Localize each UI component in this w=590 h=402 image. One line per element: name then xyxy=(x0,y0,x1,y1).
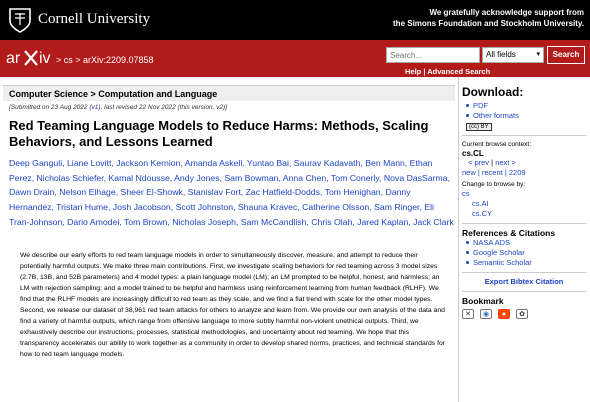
browse-cs-link[interactable]: cs xyxy=(462,189,470,198)
semantic-scholar-link[interactable] xyxy=(462,258,586,268)
cornell-seal-icon[interactable] xyxy=(8,7,32,33)
other-formats-label[interactable]: Other formats xyxy=(473,111,519,120)
reddit-icon[interactable]: ● xyxy=(498,309,510,319)
bookmark-heading: Bookmark xyxy=(462,296,504,306)
separator: | xyxy=(491,158,494,167)
abstract: We describe our early efforts to red team language models in order to simultaneously discover, measure, and attempt to reduce their potentially harmful outputs. We make three main contributions. First, we investigate scaling behaviors for red teaming across 3 model sizes (2.7B, 13B, and 52B parameters) and 4 model types: a plain language model (LM); an LM prompted to be helpful, honest, and harmless; an LM with rejection sampling; and a model trained to be helpful and harmless using reinforcement learning from human feedback (RLHF). We find that the RLHF models are increasingly difficult to red team as they scale, and we find a flat trend with scale for the other model types. Second, we release our dataset of 38,961 red team attacks for others to analyze and learn from. We provide our own analysis of the data and find a variety of harmful outputs, which range from offensive language to more subtly harmful non-violent unethical outputs. Third, we exhaustively describe our instructions, processes, statistical methodologies, and uncertainty about red teaming. We hope that this transparency accelerates our ability to work together as a community in order to develop shared norms, practices, and technical standards for how to red team language models. xyxy=(20,252,446,358)
cornell-header xyxy=(0,0,590,40)
browse-cscy-link[interactable]: cs.CY xyxy=(472,209,493,218)
pdf-link[interactable] xyxy=(462,101,586,111)
field-select[interactable] xyxy=(482,47,544,63)
mendeley-icon[interactable]: ◉ xyxy=(480,309,492,319)
divider xyxy=(462,272,586,273)
bibsonomy-icon[interactable]: ✕ xyxy=(462,309,474,319)
breadcrumb-text[interactable]: > cs > arXiv:2209.07858 xyxy=(56,55,154,65)
svg-text:ar: ar xyxy=(6,50,21,67)
arxiv-nav-bar xyxy=(0,40,590,77)
paper-title: Red Teaming Language Models to Reduce Harms: Methods, Scaling Behaviors, and Lessons Learned xyxy=(9,118,429,149)
ack-line1: We gratefully acknowledge support from xyxy=(429,8,584,17)
cc-license-badge[interactable]: (cc) BY xyxy=(466,123,492,131)
svg-text:iv: iv xyxy=(39,50,51,67)
divider xyxy=(462,291,586,292)
bullet-icon xyxy=(466,104,469,107)
divider xyxy=(462,223,586,224)
search-button[interactable]: Search xyxy=(547,46,585,64)
submitted-rest: ), last revised 22 Nov 2022 (this version, v2)] xyxy=(98,104,228,111)
bullet-icon xyxy=(466,261,469,264)
arxiv-logo-icon[interactable] xyxy=(6,48,58,68)
browse-context-label: Current browse context: xyxy=(462,141,532,148)
submission-history xyxy=(9,104,227,111)
prev-next-links xyxy=(462,158,586,168)
version-v1-link[interactable]: v1 xyxy=(91,104,99,111)
help-advanced-links[interactable]: Help | Advanced Search xyxy=(405,67,491,76)
breadcrumb[interactable] xyxy=(56,55,154,65)
other-formats-link[interactable] xyxy=(462,111,586,121)
submitted-text: [Submitted on 23 Aug 2022 ( xyxy=(9,104,92,111)
references-heading: References & Citations xyxy=(462,228,556,238)
new-link[interactable]: new xyxy=(462,168,476,177)
subject-breadcrumb: Computer Science > Computation and Language xyxy=(3,85,455,101)
ack-line2: the Simons Foundation and Stockholm University. xyxy=(393,19,584,28)
browse-csai-link[interactable]: cs.AI xyxy=(472,199,489,208)
google-label[interactable]: Google Scholar xyxy=(473,248,525,257)
google-scholar-link[interactable] xyxy=(462,248,586,258)
download-heading: Download: xyxy=(462,85,524,99)
bullet-icon xyxy=(466,114,469,117)
field-select-value: All fields xyxy=(486,50,516,59)
nasa-label[interactable]: NASA ADS xyxy=(473,238,511,247)
bookmark-icons xyxy=(462,309,586,319)
nasa-ads-link[interactable] xyxy=(462,238,586,248)
cornell-name[interactable]: Cornell University xyxy=(38,11,151,27)
semantic-label[interactable]: Semantic Scholar xyxy=(473,258,532,267)
pdf-label[interactable]: PDF xyxy=(473,101,488,110)
recent-link[interactable]: recent xyxy=(481,168,503,177)
browse-context-value: cs.CL xyxy=(462,149,484,158)
search-input[interactable] xyxy=(386,47,480,63)
sciencewise-icon[interactable]: ✿ xyxy=(516,309,528,319)
acknowledgement xyxy=(393,7,584,29)
next-link[interactable]: next > xyxy=(495,158,516,167)
export-bibtex-link[interactable]: Export Bibtex Citation xyxy=(484,277,564,286)
change-browse-label: Change to browse by: xyxy=(462,181,526,188)
chevron-down-icon: ▾ xyxy=(536,51,540,58)
new-recent-links: new | recent | 2209 xyxy=(462,168,526,177)
author-list[interactable]: Deep Ganguli, Liane Lovitt, Jackson Kernion, Amanda Askell, Yuntao Bai, Saurav Kadavath, Ben Mann, Ethan Perez, Nicholas Schiefer, Kamal Ndousse, Andy Jones, Sam Bowman, Anna Chen, Tom Conerly, Nova DasSarma, Dawn Drain, Nelson Elhage, Sheer El-Showk, Stanislav Fort, Zac Hatfield-Dodds, Tom Henighan, Danny Hernandez, Tristan Hume, Josh Jacobson, Scott Johnston, Shauna Kravec, Catherine Olsson, Sam Ringer, Eli Tran-Johnson, Dario Amodei, Tom Brown, Nicholas Joseph, Sam McCandlish, Chris Olah, Jared Kaplan, Jack Clark xyxy=(9,158,454,227)
bullet-icon xyxy=(466,251,469,254)
prev-link[interactable]: < prev xyxy=(468,158,490,167)
divider xyxy=(462,135,586,136)
sidebar-content xyxy=(462,85,586,319)
date-link[interactable]: 2209 xyxy=(508,168,526,177)
bullet-icon xyxy=(466,241,469,244)
